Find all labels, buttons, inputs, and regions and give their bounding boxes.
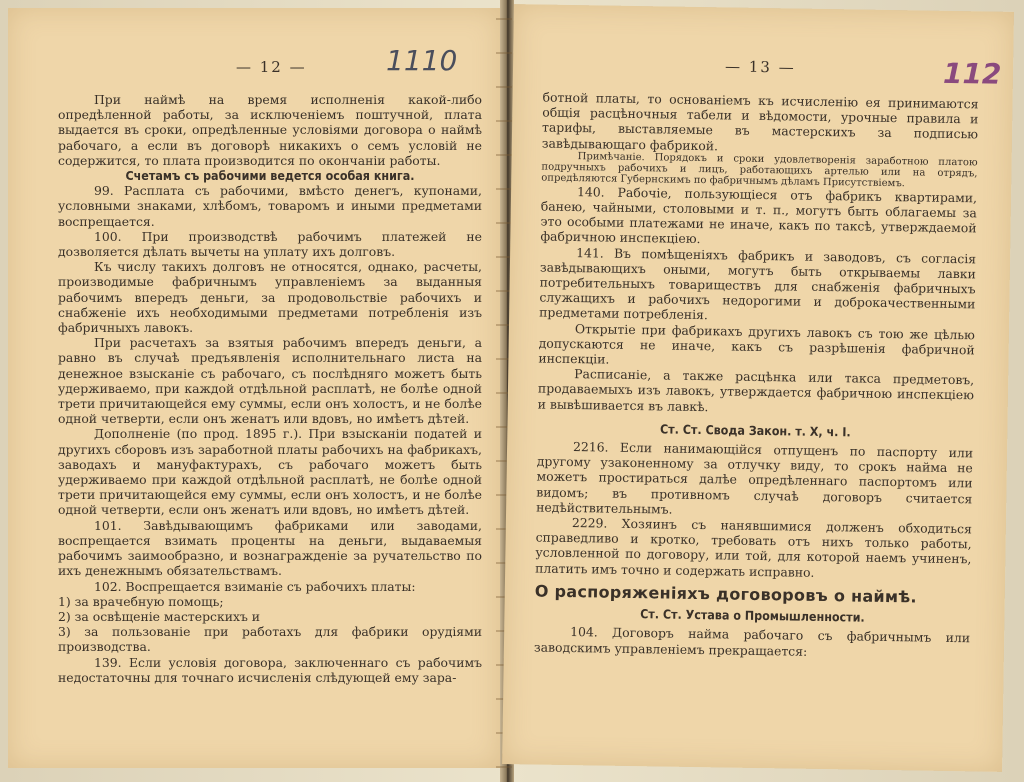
article-102: 102. Воспрещается взиманіе съ рабочихъ платы: (94, 578, 416, 594)
archive-handwritten-number: 1110 (386, 44, 458, 77)
paragraph: При наймѣ на время исполненія какой-либо опредѣленной работы, за исключеніемъ поштучной, плата выдается въ сроки, опредѣленные условіями договора о наймѣ рабочаго, а если въ договорѣ никакихъ о семъ условій не содержится, то плата производится по окончаніи работы. (58, 92, 482, 168)
left-page-text (58, 92, 482, 685)
article-141: 141. Въ помѣщеніяхъ фабрикъ и заводовъ, съ согласія завѣдывающихъ оными, могутъ быть открываемы лавки потребительныхъ товариществъ для снабженія фабричныхъ служащихъ и рабочихъ недорогими и доброкачественными предметами потребленія. (539, 244, 977, 323)
paragraph: Расписаніе, а также расцѣнка или такса предметовъ, продаваемыхъ изъ лавокъ, утверждается фабричною инспекціею и вывѣшивается въ лавкѣ. (537, 366, 975, 414)
chapter-heading: О распоряженіяхъ договоровъ о наймѣ. (534, 581, 918, 607)
paragraph: Къ числу такихъ долговъ не относятся, однако, расчеты, производимые фабричнымъ управленіемъ за выданныя рабочимъ впередъ деньги, за продовольствіе рабочихъ и снабженіе ихъ необходимыми предметами потребленія изъ фабричныхъ лавокъ. (58, 259, 482, 336)
section-heading: Ст. Ст. Свода Закон. т. X, ч. I. (659, 421, 851, 440)
right-page (502, 4, 1014, 772)
article-139: 139. Если условія договора, заключеннаго съ рабочимъ недостаточны для точнаго исчисленія слѣдующей ему зара- (58, 654, 482, 685)
list-item: 1) за врачебную помощь; (58, 593, 224, 609)
article-104: 104. Договоръ найма рабочаго съ фабричнымъ или заводскимъ управленіемъ прекращается: (533, 624, 971, 659)
page-number: — 12 — (236, 58, 307, 76)
supplement-1895: Дополненіе (по прод. 1895 г.). При взысканіи податей и другихъ сборовъ изъ заработной платы рабочихъ на фабрикахъ, заводахъ и мануфактурахъ, съ рабочаго можетъ быть удерживаемо при каждой отдѣльной расплатѣ, не болѣе одной трети причитающейся ему суммы, если онъ холостъ, и не болѣе одной четверти, если онъ женатъ или вдовъ, но имѣетъ дѣтей. (58, 426, 482, 518)
paragraph: При расчетахъ за взятыя рабочимъ впередъ деньги, а равно въ случаѣ предъявленія исполнительнаго листа на денежное взысканіе съ рабочаго, съ послѣдняго можетъ быть удерживаемо, при каждой отдѣльной расплатѣ, не болѣе одной трети причитающейся ему суммы, если онъ холостъ, и не болѣе одной четверти, если онъ женатъ или вдовъ, но имѣетъ дѣтей. (58, 335, 482, 427)
left-page (8, 8, 500, 768)
paragraph: Открытіе при фабрикахъ другихъ лавокъ съ тою же цѣлью допускаются не иначе, какъ съ разрѣшенія фабричной инспекціи. (538, 320, 976, 367)
article-2229: 2229. Хозяинъ съ нанявшимися долженъ обходиться справедливо и кротко, требовать отъ нихъ только работы, условленной по договору, или той, для которой наемъ учиненъ, платить имъ точно и содержать исправно. (535, 515, 972, 580)
note: Примѣчаніе. Порядокъ и сроки удовлетворенія заработною платою подручныхъ рабочихъ и лицъ, работающихъ артелью или на отрядъ, опредѣляются Губернскимъ по фабричнымъ дѣламъ Присутствіемъ. (541, 150, 978, 190)
page-number: — 13 — (724, 57, 796, 77)
section-heading: Ст. Ст. Устава о Промышленности. (640, 606, 865, 625)
list-item: 3) за пользованіе при работахъ для фабрики орудіями производства. (58, 624, 482, 655)
article-99: 99. Расплата съ рабочими, вмѣсто денегъ, купонами, условными знаками, хлѣбомъ, товаромъ и иными предметами воспрещается. (58, 183, 482, 229)
paragraph: ботной платы, то основаніемъ къ исчисленію ея принимаются общія расцѣночныя табели и вѣдомости, урочные правила и тарифы, выставляемые въ мастерскихъ за подписью завѣдывающаго фабрикой. (541, 89, 979, 153)
article-140: 140. Рабочіе, пользующіеся отъ фабрикъ квартирами, банею, чайными, столовыми и т. п., могутъ быть облагаемы за это особыми платежами не иначе, какъ по таксѣ, утверждаемой фабричною инспекціею. (540, 183, 978, 247)
list-item: 2) за освѣщеніе мастерскихъ и (58, 608, 261, 624)
article-2216: 2216. Если нанимающійся отпущенъ по паспорту или другому узаконенному за отлучку виду, то срокъ найма не можетъ простираться далѣе опредѣленнаго паспортомъ или видомъ; въ противномъ случаѣ договоръ считается недѣйствительнымъ. (536, 439, 974, 517)
article-100: 100. При производствѣ рабочимъ платежей не дозволяется дѣлать вычеты на уплату ихъ долговъ. (58, 228, 482, 260)
article-101: 101. Завѣдывающимъ фабриками или заводами, воспрещается взимать проценты на деньги, выдаваемыя рабочимъ заимообразно, и вознагражденіе за ручательство по ихъ денежнымъ обязательствамъ. (58, 517, 482, 579)
subheading: Счетамъ съ рабочими ведется особая книга. (125, 168, 415, 184)
right-page-text (534, 90, 979, 661)
archive-handwritten-number: 112 (942, 56, 1002, 91)
